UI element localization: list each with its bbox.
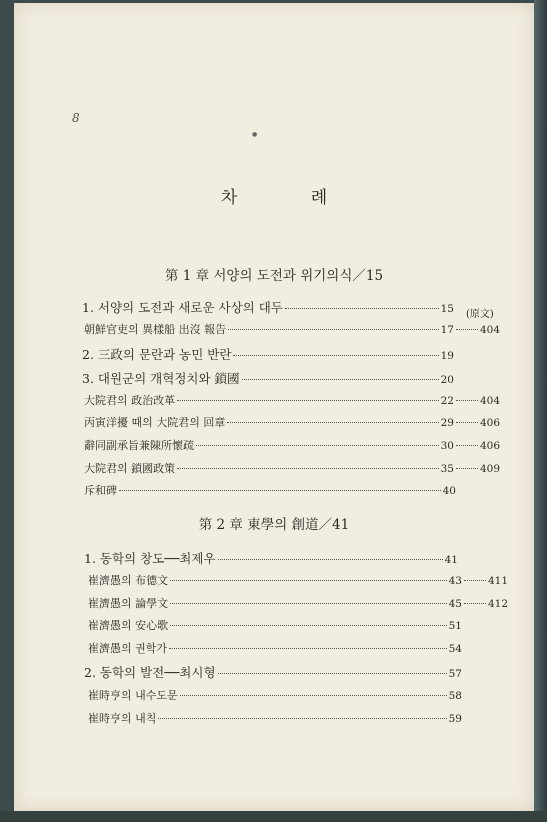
toc-entry: 大院君의 政治改革 22 404 (84, 394, 500, 407)
toc-entry: 崔濟愚의 권학가 54 (88, 642, 462, 655)
toc-entry: 崔濟愚의 論學文 45 412 (88, 597, 508, 610)
book-edge-right (534, 0, 547, 822)
toc-entry: 辭同副承旨兼陳所懷疏 30 406 (84, 439, 500, 452)
book-page (14, 3, 534, 811)
toc-entry: 2. 三政의 문란과 농민 반란 19 (82, 347, 454, 362)
book-edge-bottom (0, 811, 547, 822)
toc-entry: 崔時亨의 내수도문 58 (88, 689, 462, 702)
toc-entry: 1. 서양의 도전과 새로운 사상의 대두 15 (82, 300, 454, 315)
chapter-2-title: 第 2 章 東學의 創道／41 (198, 517, 350, 533)
toc-entry: 斥和碑 40 (84, 484, 456, 497)
chapter-1-title: 第 1 章 서양의 도전과 위기의식／15 (164, 268, 384, 284)
toc-entry: 崔時亨의 내칙 59 (88, 712, 462, 725)
toc-entry: 崔濟愚의 安心歌 51 (88, 619, 462, 632)
toc-entry: 朝鮮官吏의 異樣船 出沒 報告 17 404 (84, 323, 500, 336)
original-text-label: (原文) (466, 309, 494, 320)
toc-entry: 2. 동학의 발전──최시형 57 (84, 665, 462, 680)
toc-entry: 大院君의 鎖國政策 35 409 (84, 462, 500, 475)
toc-entry: 崔濟愚의 布德文 43 411 (88, 574, 508, 587)
toc-entry: 丙寅洋擾 때의 大院君의 回章 29 406 (84, 416, 500, 429)
page-number: 8 (72, 111, 80, 125)
toc-entry: 3. 대원군의 개혁정치와 鎖國 20 (82, 371, 454, 386)
toc-heading: 차 례 (220, 188, 362, 208)
toc-entry: 1. 동학의 창도──최제우 41 (84, 551, 458, 566)
ink-mark: ● (252, 131, 258, 138)
